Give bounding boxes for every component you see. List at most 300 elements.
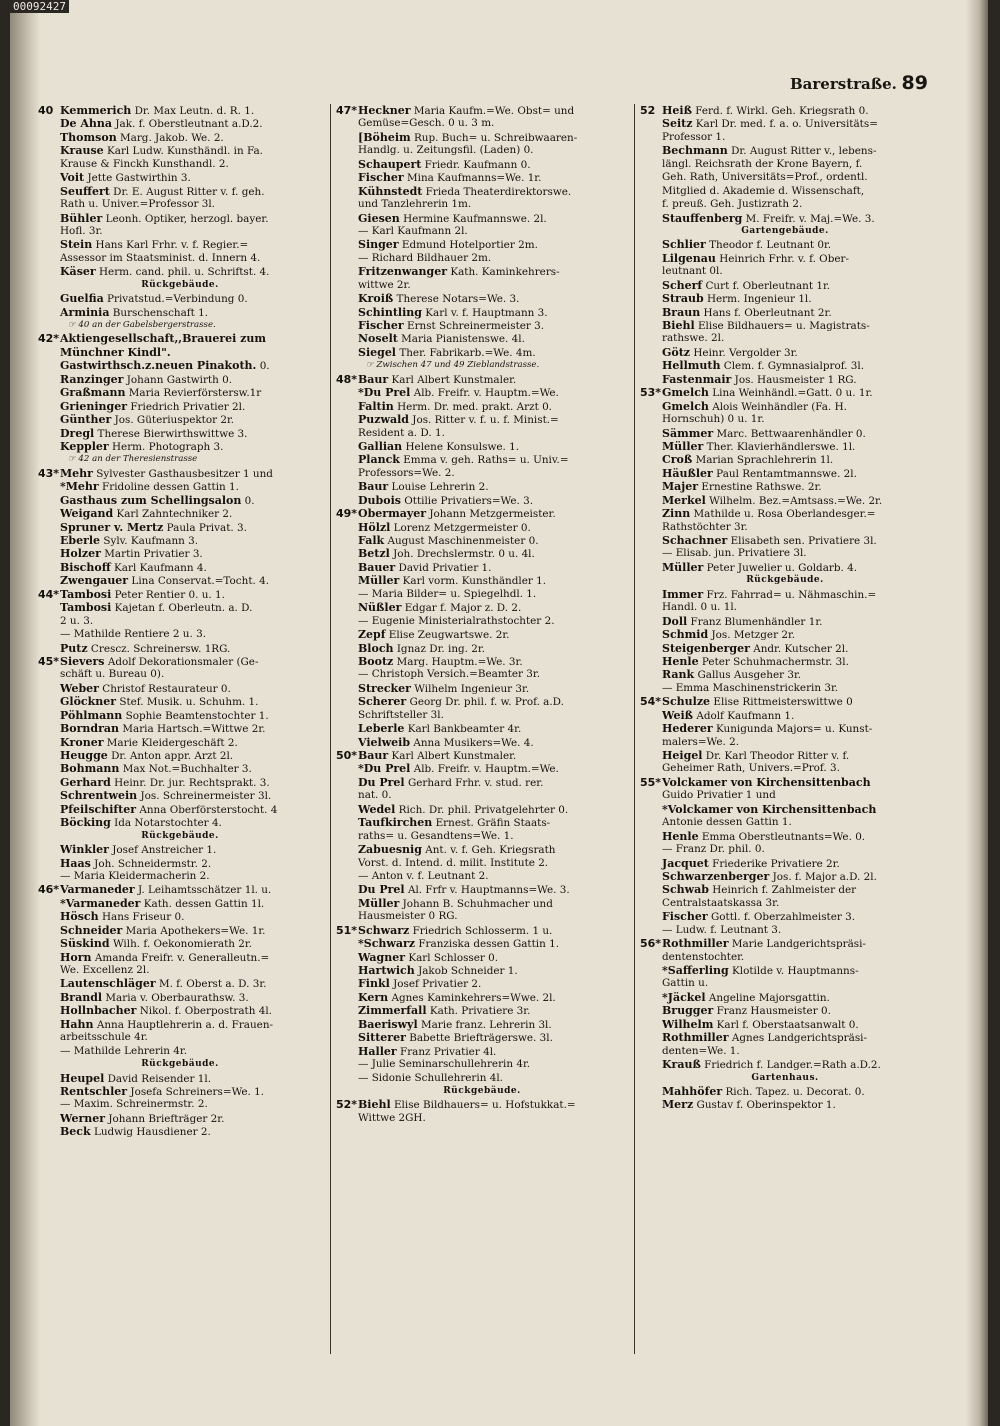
directory-entry xyxy=(336,1004,628,1017)
resident-name: Grieninger xyxy=(60,399,128,413)
column-3 xyxy=(640,104,930,1394)
directory-entry xyxy=(640,480,930,493)
entry-continuation: — Mathilde Lehrerin 4r. xyxy=(60,1044,188,1057)
directory-entry xyxy=(640,830,930,843)
resident-name: Volckamer von Kirchensittenbach xyxy=(662,775,871,789)
entry-details: Elise Bildhauers= u. Magistrats- xyxy=(697,320,870,332)
resident-name: Bischoff xyxy=(60,560,111,574)
directory-entry xyxy=(38,346,322,359)
resident-name: Biehl xyxy=(358,1098,391,1112)
entry-details: Elise Bildhauers= u. Hofstukkat.= xyxy=(393,1099,576,1112)
resident-name: Schintling xyxy=(358,305,422,319)
entry-details: Rich. Dr. phil. Privatgelehrter 0. xyxy=(398,803,569,816)
directory-entry xyxy=(336,574,628,587)
resident-name: Haller xyxy=(358,1044,397,1058)
directory-entry xyxy=(336,1018,628,1031)
entry-continuation: Antonie dessen Gattin 1. xyxy=(662,816,792,829)
entry-details: Dr. August Ritter v., lebens- xyxy=(731,145,877,158)
directory-entry xyxy=(38,104,322,117)
house-number: 52* xyxy=(336,1098,358,1112)
resident-name: Müller xyxy=(662,439,704,453)
directory-entry xyxy=(640,104,930,117)
directory-entry xyxy=(336,642,628,655)
entry-details: 0. xyxy=(259,360,270,373)
resident-name: Müller xyxy=(662,560,704,574)
resident-name: Ranzinger xyxy=(60,372,124,386)
resident-name: Mahhöfer xyxy=(662,1084,723,1098)
resident-name: Schrentwein xyxy=(60,789,138,803)
entry-details: Alb. Freifr. v. Hauptm.=We. xyxy=(413,763,559,776)
entry-continuation: dentenstochter. xyxy=(662,950,745,963)
directory-entry xyxy=(38,359,322,372)
entry-continuation: denten=We. 1. xyxy=(662,1044,740,1057)
resident-name: Keppler xyxy=(60,439,109,453)
resident-name: Strecker xyxy=(358,681,411,695)
entry-details: Klotilde v. Hauptmanns- xyxy=(732,965,859,977)
resident-name: Rothmiller xyxy=(662,937,729,951)
entry-details: Jakob Schneider 1. xyxy=(418,965,518,977)
entry-details: Andr. Kutscher 2l. xyxy=(753,642,849,655)
resident-name: Zwengauer xyxy=(60,574,129,588)
resident-name: Braun xyxy=(662,305,701,319)
entry-details: Ant. v. f. Geh. Kriegsrath xyxy=(425,844,556,857)
entry-continuation: schäft u. Bureau 0). xyxy=(60,668,165,681)
directory-entry xyxy=(336,212,628,225)
resident-name: Zimmerfall xyxy=(358,1004,427,1018)
directory-entry xyxy=(38,1004,322,1017)
entry-details: Alb. Freifr. v. Hauptm.=We. xyxy=(413,387,559,400)
resident-name: Fischer xyxy=(358,319,404,332)
entry-details: Ignaz Dr. ing. 2r. xyxy=(396,642,486,655)
directory-entry xyxy=(38,1125,322,1138)
resident-name: Schachner xyxy=(662,534,728,547)
entry-details: Edmund Hotelportier 2m. xyxy=(401,239,538,252)
entry-details: Elisabeth sen. Privatiere 3l. xyxy=(730,535,877,547)
directory-entry xyxy=(640,749,930,762)
resident-name: Immer xyxy=(662,587,704,601)
directory-entry xyxy=(38,1018,322,1031)
directory-entry xyxy=(640,857,930,870)
entry-continuation: Wittwe 2GH. xyxy=(358,1111,426,1124)
resident-name: Baur xyxy=(358,372,389,386)
resident-name: Schwarzenberger xyxy=(662,869,770,883)
resident-name: Gmelch xyxy=(662,386,709,400)
house-number: 46* xyxy=(38,883,60,897)
building-subheading: Rückgebäude. xyxy=(443,1085,521,1096)
resident-name: Stein xyxy=(60,238,93,252)
resident-name: Steigenberger xyxy=(662,641,750,655)
entry-details: Anna Oberförsterstocht. 4 xyxy=(139,803,278,816)
directory-entry xyxy=(336,1045,628,1058)
directory-entry xyxy=(38,937,322,950)
entry-details: Kajetan f. Oberleutn. a. D. xyxy=(114,602,253,615)
entry-details: Rup. Buch= u. Schreibwaaren- xyxy=(413,131,578,144)
entry-continuation: Rath u. Univer.=Professor 3l. xyxy=(60,198,215,211)
resident-name: Müller xyxy=(358,896,400,910)
resident-name: Noselt xyxy=(358,332,398,346)
entry-details: Ther. Fabrikarb.=We. 4m. xyxy=(399,346,536,359)
entry-continuation: Professors=We. 2. xyxy=(358,466,455,479)
entry-details: Friedr. Kaufmann 0. xyxy=(424,158,531,171)
resident-name: Bohmann xyxy=(60,762,120,776)
house-number: 54* xyxy=(640,695,662,709)
directory-entry xyxy=(640,359,930,372)
entry-details: 0. xyxy=(244,494,255,507)
directory-entry xyxy=(640,870,930,883)
resident-name: Brugger xyxy=(662,1004,714,1018)
house-number: 42* xyxy=(38,332,60,346)
directory-entry xyxy=(640,373,930,386)
entry-details: Gottl. f. Oberzahlmeister 3. xyxy=(710,911,856,924)
directory-entry xyxy=(336,319,628,332)
resident-name: Schulze xyxy=(662,695,711,709)
entry-details: Dr. Max Leutn. d. R. 1. xyxy=(134,105,255,117)
entry-details: Jos. Schreinermeister 3l. xyxy=(140,790,272,803)
resident-name: Pöhlmann xyxy=(60,708,123,722)
entry-details: Kath. dessen Gattin 1l. xyxy=(143,897,265,910)
entry-details: David Reisender 1l. xyxy=(107,1072,212,1085)
resident-name: Götz xyxy=(662,345,691,359)
resident-name: Jacquet xyxy=(662,856,709,870)
resident-name: Spruner v. Mertz xyxy=(60,520,164,534)
resident-name: Merz xyxy=(662,1098,694,1112)
resident-name: Wedel xyxy=(358,802,396,816)
directory-entry xyxy=(640,655,930,668)
entry-details: Hermine Kaufmannswe. 2l. xyxy=(403,212,547,225)
directory-entry xyxy=(336,521,628,534)
resident-name: Müller xyxy=(358,574,400,588)
entry-details: Jos. Hausmeister 1 RG. xyxy=(734,373,857,386)
entry-continuation: Gattin u. xyxy=(662,977,709,990)
entry-details: Agnes Kaminkehrers=Wwe. 2l. xyxy=(391,991,556,1004)
entry-details: Franz Blumenhändler 1r. xyxy=(690,615,823,628)
directory-entry xyxy=(336,171,628,184)
entry-details: Heinr. Dr. jur. Rechtsprakt. 3. xyxy=(114,776,270,789)
directory-entry xyxy=(38,789,322,802)
entry-details: Sophie Beamtenstochter 1. xyxy=(125,709,269,722)
directory-entry xyxy=(336,480,628,493)
entry-details: Sylv. Kaufmann 3. xyxy=(103,535,199,547)
entry-details: Karl Schlosser 0. xyxy=(408,951,499,964)
directory-entry xyxy=(336,104,628,117)
entry-details: Lina Conservat.=Tocht. 4. xyxy=(131,575,270,588)
directory-entry xyxy=(336,1031,628,1044)
entry-details: Sylvester Gasthausbesitzer 1 und xyxy=(96,467,273,480)
entry-details: Maria Kaufm.=We. Obst= und xyxy=(413,105,575,117)
resident-name: Voit xyxy=(60,171,85,185)
directory-entry xyxy=(336,158,628,171)
entry-details: Anna Hauptlehrerin a. d. Frauen- xyxy=(96,1018,274,1031)
resident-name: Fischer xyxy=(662,910,708,924)
resident-name: Pfeilschifter xyxy=(60,802,137,816)
entry-details: Kath. Privatiere 3r. xyxy=(429,1005,531,1018)
entry-continuation: Resident a. D. 1. xyxy=(358,426,445,439)
entry-details: Peter Rentier 0. u. 1. xyxy=(114,588,225,601)
resident-name: Borndran xyxy=(60,722,120,736)
directory-entry xyxy=(38,843,322,856)
resident-name: Faltin xyxy=(358,399,394,413)
entry-details: Christof Restaurateur 0. xyxy=(102,682,231,695)
directory-entry xyxy=(38,238,322,251)
street-heading: Barerstraße. xyxy=(790,75,897,93)
entry-continuation: — Anton v. f. Leutnant 2. xyxy=(358,869,489,882)
directory-entry xyxy=(640,588,930,601)
entry-continuation: Professor 1. xyxy=(662,130,726,143)
entry-continuation: — Franz Dr. phil. 0. xyxy=(662,843,765,856)
directory-entry xyxy=(336,897,628,910)
directory-entry xyxy=(640,709,930,722)
directory-entry xyxy=(336,736,628,749)
entry-details: Kunigunda Majors= u. Kunst- xyxy=(715,723,873,736)
resident-name: Gallian xyxy=(358,439,403,453)
directory-entry xyxy=(640,776,930,789)
entry-details: Jette Gastwirthin 3. xyxy=(87,172,191,185)
directory-entry xyxy=(640,292,930,305)
resident-name: Wagner xyxy=(358,950,406,964)
resident-name: Glöckner xyxy=(60,695,117,709)
page-number: 89 xyxy=(901,72,928,94)
entry-details: Marg. Hauptm.=We. 3r. xyxy=(396,655,523,668)
directory-entry xyxy=(336,386,628,399)
resident-name: Rentschler xyxy=(60,1084,128,1098)
directory-entry xyxy=(38,803,322,816)
entry-details: Gustav f. Oberinspektor 1. xyxy=(696,1099,836,1112)
entry-continuation: nat. 0. xyxy=(358,789,392,802)
entry-details: Anna Musikers=We. 4. xyxy=(413,736,534,749)
entry-details: Mathilde u. Rosa Oberlandesger.= xyxy=(693,508,876,521)
resident-name: Obermayer xyxy=(358,507,427,521)
entry-details: August Maschinenmeister 0. xyxy=(387,535,539,547)
directory-entry xyxy=(38,467,322,480)
cross-street-note: ☞ 42 an der Theresienstrasse xyxy=(68,454,198,465)
resident-name: Weber xyxy=(60,681,99,695)
resident-name: [Böheim xyxy=(358,130,411,144)
house-number: 50* xyxy=(336,749,358,762)
directory-entry xyxy=(336,547,628,560)
directory-entry xyxy=(336,695,628,708)
entry-details: Maria Apothekers=We. 1r. xyxy=(125,924,266,937)
entry-details: Mina Kaufmanns=We. 1r. xyxy=(406,172,542,185)
resident-name: Zepf xyxy=(358,628,386,642)
house-number: 49* xyxy=(336,507,358,521)
resident-name: Kühnstedt xyxy=(358,184,423,198)
entry-continuation: Hausmeister 0 RG. xyxy=(358,910,458,923)
directory-entry xyxy=(336,722,628,735)
directory-entry xyxy=(640,803,930,816)
building-subheading: Rückgebäude. xyxy=(141,279,219,290)
entry-details: Curt f. Oberleutnant 1r. xyxy=(705,279,831,292)
directory-entry xyxy=(640,400,930,413)
resident-name: Hollnbacher xyxy=(60,1004,137,1018)
entry-details: Jak. f. Oberstleutnant a.D.2. xyxy=(115,118,263,131)
entry-continuation: — Maria Kleidermacherin 2. xyxy=(60,869,210,882)
entry-details: Peter Schuhmachermstr. 3l. xyxy=(701,655,849,668)
entry-details: J. Leihamtsschätzer 1l. u. xyxy=(138,884,272,897)
entry-details: Maria Pianistenswe. 4l. xyxy=(401,333,525,346)
resident-name: Heigel xyxy=(662,749,703,762)
entry-continuation: rathswe. 2l. xyxy=(662,332,725,345)
resident-name: Graßmann xyxy=(60,386,126,400)
directory-entry xyxy=(38,897,322,910)
resident-name: *Schwarz xyxy=(358,937,416,951)
entry-details: Heinrich f. Zahlmeister der xyxy=(712,884,857,897)
resident-name: Heiß xyxy=(662,104,692,117)
building-subheading: Gartengebäude. xyxy=(741,225,829,236)
resident-name: Tambosi xyxy=(60,601,112,615)
directory-entry xyxy=(336,977,628,990)
entry-continuation: — Mathilde Rentiere 2 u. 3. xyxy=(60,628,207,641)
entry-details: Elise Zeugwartswe. 2r. xyxy=(388,629,510,642)
entry-details: Friedrich Privatier 2l. xyxy=(130,400,246,413)
resident-name: Scherf xyxy=(662,278,703,292)
entry-continuation: — Richard Bildhauer 2m. xyxy=(358,251,492,264)
entry-details: Emma v. geh. Raths= u. Univ.= xyxy=(403,454,569,467)
directory-entry xyxy=(336,883,628,896)
directory-entry xyxy=(38,1112,322,1125)
directory-entry xyxy=(640,279,930,292)
entry-details: Adolf Dekorationsmaler (Ge- xyxy=(107,655,259,668)
entry-details: Franz Privatier 4l. xyxy=(399,1045,497,1058)
directory-entry xyxy=(336,951,628,964)
entry-details: Frieda Theaterdirektorswe. xyxy=(425,185,572,198)
entry-continuation: wittwe 2r. xyxy=(358,278,411,291)
directory-entry xyxy=(640,1098,930,1111)
resident-name: Falk xyxy=(358,534,385,547)
resident-name: Baur xyxy=(358,480,389,494)
resident-name: Du Prel xyxy=(358,883,405,897)
entry-continuation: Handl. 0 u. 1l. xyxy=(662,601,737,614)
house-number: 44* xyxy=(38,587,60,601)
resident-name: Fischer xyxy=(358,171,404,185)
entry-details: Karl Bankbeamter 4r. xyxy=(407,723,522,736)
directory-entry xyxy=(336,762,628,775)
directory-entry xyxy=(38,816,322,829)
entry-details: Frz. Fahrrad= u. Nähmaschin.= xyxy=(706,588,877,601)
directory-entry xyxy=(640,561,930,574)
resident-name: Du Prel xyxy=(358,775,405,789)
directory-entry xyxy=(38,265,322,278)
resident-name: Zabuesnig xyxy=(358,843,422,857)
directory-entry xyxy=(38,1085,322,1098)
directory-entry xyxy=(336,964,628,977)
entry-details: Jos. Ritter v. f. u. f. Minist.= xyxy=(412,414,559,427)
directory-entry xyxy=(38,762,322,775)
entry-continuation: Krause & Finckh Kunsthandl. 2. xyxy=(60,157,229,170)
entry-continuation: — Sidonie Schullehrerin 4l. xyxy=(358,1071,503,1084)
entry-details: Heinr. Vergolder 3r. xyxy=(693,346,798,359)
column-2 xyxy=(336,104,628,1394)
building-subheading: Rückgebäude. xyxy=(141,1059,219,1070)
directory-entry xyxy=(336,843,628,856)
entry-details: Alois Weinhändler (Fa. H. xyxy=(712,400,847,413)
resident-name: Bühler xyxy=(60,211,103,225)
entry-continuation: f. preuß. Geh. Justizrath 2. xyxy=(662,198,803,211)
entry-details: Paula Privat. 3. xyxy=(166,521,247,534)
entry-details: Dr. E. August Ritter v. f. geh. xyxy=(113,185,265,198)
directory-entry xyxy=(38,601,322,614)
entry-details: Wilhelm Ingenieur 3r. xyxy=(414,682,530,695)
entry-continuation: Hornschuh) 0 u. 1r. xyxy=(662,413,765,426)
directory-entry xyxy=(336,265,628,278)
entry-details: Emma Oberstleutnants=We. 0. xyxy=(701,830,866,843)
entry-details: Jos. Metzger 2r. xyxy=(711,629,796,642)
directory-entry xyxy=(336,776,628,789)
entry-continuation: 2 u. 3. xyxy=(60,614,94,627)
house-number: 45* xyxy=(38,654,60,668)
entry-details: Ernestine Rathswe. 2r. xyxy=(701,481,822,494)
directory-entry xyxy=(336,655,628,668)
resident-name: Hellmuth xyxy=(662,359,721,373)
directory-page xyxy=(10,0,988,1426)
resident-name: Betzl xyxy=(358,547,390,561)
entry-continuation: — Ludw. f. Leutnant 3. xyxy=(662,923,782,936)
resident-name: Majer xyxy=(662,480,699,494)
directory-entry xyxy=(640,964,930,977)
house-number: 52 xyxy=(640,104,656,117)
resident-name: Holzer xyxy=(60,547,101,561)
entry-details: Johann Gastwirth 0. xyxy=(126,373,233,386)
directory-entry xyxy=(640,507,930,520)
entry-details: Ludwig Hausdiener 2. xyxy=(93,1126,211,1139)
entry-details: Karl Zahntechniker 2. xyxy=(116,508,233,521)
directory-entry xyxy=(640,238,930,251)
directory-entry xyxy=(38,306,322,319)
entry-details: Herm. Ingenieur 1l. xyxy=(706,293,812,306)
directory-entry xyxy=(336,453,628,466)
entry-details: Louise Lehrerin 2. xyxy=(391,481,489,494)
directory-entry xyxy=(336,131,628,144)
directory-entry xyxy=(38,709,322,722)
entry-continuation: Gemüse=Gesch. 0 u. 3 m. xyxy=(358,117,495,130)
directory-entry xyxy=(336,400,628,413)
directory-entry xyxy=(640,467,930,480)
resident-name: Beck xyxy=(60,1125,91,1139)
directory-entry xyxy=(336,1098,628,1111)
directory-entry xyxy=(38,574,322,587)
resident-name: Kroiß xyxy=(358,292,394,306)
cross-street-note: ☞ Zwischen 47 und 49 Zieblandstrasse. xyxy=(366,360,540,371)
resident-name: Brandl xyxy=(60,990,103,1004)
resident-name: Werner xyxy=(60,1111,106,1125)
entry-details: Marg. Jakob. We. 2. xyxy=(120,131,224,144)
resident-name: Sievers xyxy=(60,654,105,668)
page-gutter xyxy=(10,0,40,1426)
entry-details: Karl Albert Kunstmaler. xyxy=(391,750,517,762)
directory-entry xyxy=(640,306,930,319)
entry-details: Josefa Schreiners=We. 1. xyxy=(130,1085,265,1098)
directory-entry xyxy=(38,655,322,668)
entry-continuation: Rathstöchter 3r. xyxy=(662,520,748,533)
resident-name: Leberle xyxy=(358,722,405,736)
entry-details: Martin Privatier 3. xyxy=(104,548,203,561)
entry-details: Friedrich Schlosserm. 1 u. xyxy=(412,924,553,937)
entry-continuation: Schriftsteller 3l. xyxy=(358,708,444,721)
entry-details: Gerhard Frhr. v. stud. rer. xyxy=(407,776,544,789)
directory-entry xyxy=(640,386,930,399)
entry-details: M. f. Oberst a. D. 3r. xyxy=(158,978,267,991)
directory-entry xyxy=(336,494,628,507)
column-divider xyxy=(634,104,635,1354)
resident-name: Scherer xyxy=(358,695,407,709)
directory-entry xyxy=(38,292,322,305)
entry-details: Hans f. Oberleutnant 2r. xyxy=(703,306,832,319)
entry-details: Therese Notars=We. 3. xyxy=(396,293,520,306)
resident-name: Dregl xyxy=(60,426,95,440)
resident-name: Kroner xyxy=(60,735,104,749)
directory-entry xyxy=(336,373,628,386)
directory-entry xyxy=(336,534,628,547)
resident-name: Kern xyxy=(358,990,389,1004)
